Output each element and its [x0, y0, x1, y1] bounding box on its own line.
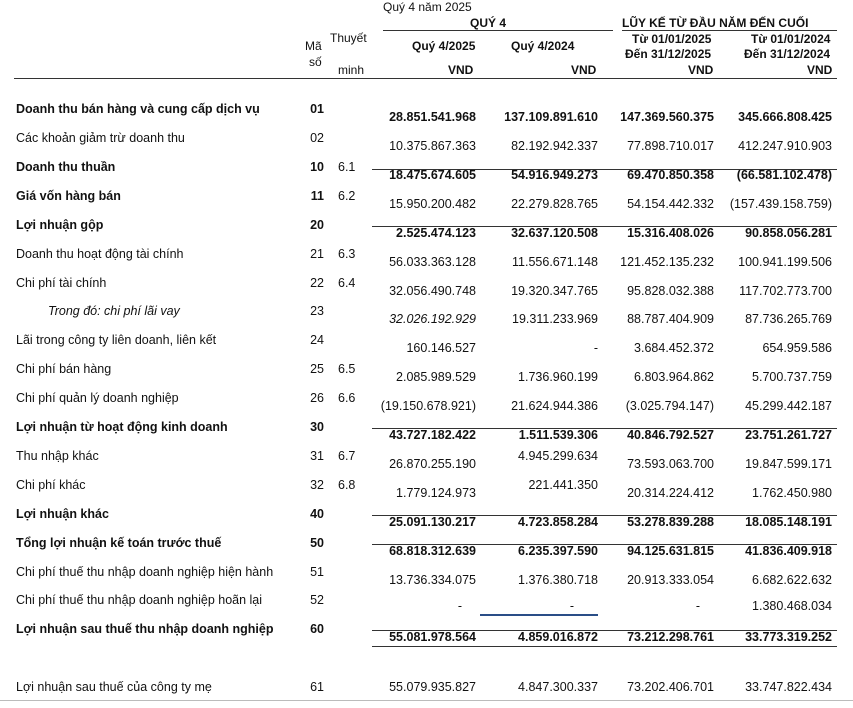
value-q4-2024: 1.736.960.199: [518, 370, 598, 384]
currency-col1: VND: [448, 63, 474, 77]
value-ytd-2024: 100.941.199.506: [738, 255, 832, 269]
table-row: [0, 131, 853, 159]
row-label: Chi phí khác: [16, 478, 86, 492]
quarter-group-header: QUÝ 4: [470, 16, 507, 30]
row-label: Doanh thu hoạt động tài chính: [16, 247, 184, 261]
row-label: Lợi nhuận từ hoạt động kinh doanh: [16, 420, 228, 434]
table-row: [0, 218, 853, 246]
row-label: Lợi nhuận gộp: [16, 218, 104, 232]
row-label: Lợi nhuận khác: [16, 507, 109, 521]
row-code: 11: [310, 189, 324, 203]
subtotal-rule-bottom: [372, 646, 837, 647]
code-column-header-line1: Mã: [305, 39, 322, 53]
value-ytd-2024: 45.299.442.187: [745, 399, 832, 413]
row-code: 40: [310, 507, 324, 521]
value-q4-2024: 82.192.942.337: [511, 139, 598, 153]
value-q4-2025: 55.081.978.564: [389, 630, 476, 644]
table-row: [0, 189, 853, 217]
row-code: 30: [310, 420, 324, 434]
value-ytd-2024: 19.847.599.171: [745, 457, 832, 471]
row-note: 6.1: [338, 160, 356, 174]
value-q4-2025: 43.727.182.422: [389, 428, 476, 442]
value-q4-2025: 25.091.130.217: [389, 515, 476, 529]
value-ytd-2025: 69.470.850.358: [627, 168, 714, 182]
table-row: [0, 680, 853, 708]
row-label: Chi phí tài chính: [16, 276, 107, 290]
value-q4-2024: 19.320.347.765: [511, 284, 598, 298]
row-note: 6.8: [338, 478, 356, 492]
table-row: [0, 565, 853, 593]
col-q4-2025-title: Quý 4/2025: [412, 39, 476, 53]
col-ytd-2024-line2: Đến 31/12/2024: [744, 47, 831, 61]
note-column-header-line2: minh: [338, 63, 365, 77]
row-code: 01: [310, 102, 324, 116]
row-code: 02: [310, 131, 324, 145]
row-code: 23: [310, 304, 324, 318]
row-code: 21: [310, 247, 324, 261]
value-q4-2025: (19.150.678.921): [380, 399, 476, 413]
table-row: [0, 362, 853, 390]
value-ytd-2025: 53.278.839.288: [627, 515, 714, 529]
report-period-caption: Quý 4 năm 2025: [383, 0, 472, 14]
value-q4-2024: -: [569, 599, 574, 613]
value-ytd-2025: 20.913.333.054: [627, 573, 714, 587]
row-code: 20: [310, 218, 324, 232]
col-ytd-2024-line1: Từ 01/01/2024: [751, 32, 831, 46]
row-label: Trong đó: chi phí lãi vay: [48, 304, 180, 318]
value-q4-2025: 68.818.312.639: [389, 544, 476, 558]
row-note: 6.4: [338, 276, 356, 290]
value-q4-2025: 18.475.674.605: [389, 168, 476, 182]
value-ytd-2024: 33.773.319.252: [745, 630, 832, 644]
header-rule-quarter: [383, 30, 613, 31]
value-q4-2024: -: [593, 341, 598, 355]
table-row: [0, 304, 853, 332]
row-code: 31: [310, 449, 324, 463]
value-q4-2025: 2.085.989.529: [396, 370, 476, 384]
row-label: Lợi nhuận sau thuế của công ty mẹ: [16, 680, 212, 694]
currency-col3: VND: [688, 63, 714, 77]
row-label: Lãi trong công ty liên doanh, liên kết: [16, 333, 217, 347]
table-row: [0, 420, 853, 448]
value-ytd-2024: 1.762.450.980: [752, 486, 832, 500]
row-code: 50: [310, 536, 324, 550]
value-ytd-2024: (66.581.102.478): [736, 168, 832, 182]
value-q4-2024: 11.556.671.148: [512, 255, 598, 269]
row-label: Lợi nhuận sau thuế thu nhập doanh nghiệp: [16, 622, 274, 636]
value-ytd-2024: 90.858.056.281: [745, 226, 832, 240]
value-q4-2025: 55.079.935.827: [389, 680, 476, 694]
value-ytd-2025: 73.212.298.761: [627, 630, 714, 644]
table-row: [0, 593, 853, 621]
table-row: [0, 102, 853, 130]
row-code: 61: [310, 680, 324, 694]
subtotal-rule: [372, 544, 837, 545]
row-code: 32: [310, 478, 324, 492]
subtotal-rule: [372, 630, 837, 631]
value-q4-2025: 32.056.490.748: [389, 284, 476, 298]
value-q4-2025: 13.736.334.075: [389, 573, 476, 587]
value-q4-2024: 19.311.233.969: [512, 312, 598, 326]
value-ytd-2024: 412.247.910.903: [738, 139, 832, 153]
header-bottom-rule: [14, 78, 837, 79]
table-row: [0, 449, 853, 477]
value-ytd-2025: 73.593.063.700: [627, 457, 714, 471]
value-q4-2025: 1.779.124.973: [396, 486, 476, 500]
code-column-header-line2: số: [309, 55, 322, 69]
subtotal-rule: [372, 428, 837, 429]
row-code: 51: [310, 565, 324, 579]
value-q4-2024: 137.109.891.610: [504, 110, 598, 124]
header-rule-ytd: [622, 30, 837, 31]
value-q4-2024: 4.945.299.634: [518, 449, 598, 463]
value-ytd-2025: 121.452.135.232: [620, 255, 714, 269]
row-label: Chi phí thuế thu nhập doanh nghiệp hiện hành: [16, 565, 274, 579]
row-code: 60: [310, 622, 324, 636]
value-q4-2025: 56.033.363.128: [389, 255, 476, 269]
value-q4-2025: 10.375.867.363: [389, 139, 476, 153]
row-label: Tổng lợi nhuận kế toán trước thuế: [16, 536, 222, 550]
value-q4-2024: 4.723.858.284: [518, 515, 598, 529]
value-ytd-2024: 6.682.622.632: [752, 573, 832, 587]
value-q4-2024: 1.511.539.306: [518, 428, 598, 442]
row-label: Chi phí thuế thu nhập doanh nghiệp hoãn lại: [16, 593, 263, 607]
row-label: Doanh thu thuần: [16, 160, 116, 174]
value-ytd-2025: (3.025.794.147): [625, 399, 714, 413]
table-row: [0, 247, 853, 275]
value-ytd-2024: 18.085.148.191: [745, 515, 832, 529]
value-q4-2025: 160.146.527: [406, 341, 476, 355]
row-label: Chi phí bán hàng: [16, 362, 112, 376]
value-ytd-2025: 94.125.631.815: [627, 544, 714, 558]
row-label: Các khoản giảm trừ doanh thu: [16, 131, 185, 145]
value-ytd-2025: 73.202.406.701: [627, 680, 714, 694]
ytd-group-header: LŨY KẾ TỪ ĐẦU NĂM ĐẾN CUỐI: [622, 16, 809, 30]
value-ytd-2024: 33.747.822.434: [745, 680, 832, 694]
col-ytd-2025-line2: Đến 31/12/2025: [625, 47, 712, 61]
table-row: [0, 276, 853, 304]
col-q4-2024-title: Quý 4/2024: [511, 39, 575, 53]
value-q4-2024: 6.235.397.590: [518, 544, 598, 558]
value-ytd-2024: 117.702.773.700: [739, 284, 832, 298]
row-note: 6.7: [338, 449, 356, 463]
table-row: [0, 160, 853, 188]
table-row: [0, 536, 853, 564]
value-q4-2025: 2.525.474.123: [396, 226, 476, 240]
value-q4-2024: 4.859.016.872: [518, 630, 598, 644]
currency-col2: VND: [571, 63, 597, 77]
currency-col4: VND: [807, 63, 833, 77]
subtotal-rule: [372, 515, 837, 516]
row-note: 6.5: [338, 362, 356, 376]
value-q4-2024: 54.916.949.273: [511, 168, 598, 182]
row-code: 22: [310, 276, 324, 290]
page-bottom-rule: [0, 700, 853, 701]
row-code: 26: [310, 391, 324, 405]
value-ytd-2025: 88.787.404.909: [627, 312, 714, 326]
table-row: [0, 333, 853, 361]
value-ytd-2025: 40.846.792.527: [627, 428, 714, 442]
row-code: 52: [310, 593, 324, 607]
table-row: [0, 478, 853, 506]
table-row: [0, 507, 853, 535]
value-ytd-2024: 654.959.586: [762, 341, 832, 355]
value-q4-2024: 221.441.350: [528, 478, 598, 492]
highlight-rule: [480, 614, 598, 616]
value-q4-2025: 32.026.192.929: [389, 312, 476, 326]
value-q4-2024: 21.624.944.386: [511, 399, 598, 413]
value-ytd-2024: 87.736.265.769: [745, 312, 832, 326]
row-code: 10: [310, 160, 324, 174]
value-q4-2025: -: [457, 599, 462, 613]
row-code: 25: [310, 362, 324, 376]
row-label: Chi phí quản lý doanh nghiệp: [16, 391, 179, 405]
value-q4-2024: 32.637.120.508: [511, 226, 598, 240]
value-ytd-2024: 5.700.737.759: [752, 370, 832, 384]
value-ytd-2025: 54.154.442.332: [627, 197, 714, 211]
value-q4-2025: 15.950.200.482: [389, 197, 476, 211]
value-ytd-2024: 1.380.468.034: [752, 599, 832, 613]
row-label: Thu nhập khác: [16, 449, 99, 463]
row-label: Doanh thu bán hàng và cung cấp dịch vụ: [16, 102, 260, 116]
value-ytd-2025: 15.316.408.026: [627, 226, 714, 240]
value-ytd-2025: -: [695, 599, 700, 613]
row-label: Giá vốn hàng bán: [16, 189, 121, 203]
value-ytd-2025: 20.314.224.412: [627, 486, 714, 500]
table-row: [0, 391, 853, 419]
row-note: 6.2: [338, 189, 356, 203]
row-code: 24: [310, 333, 324, 347]
note-column-header-line1: Thuyết: [330, 31, 367, 45]
value-ytd-2025: 6.803.964.862: [634, 370, 714, 384]
row-note: 6.6: [338, 391, 356, 405]
value-ytd-2024: 345.666.808.425: [738, 110, 832, 124]
value-q4-2024: 22.279.828.765: [511, 197, 598, 211]
value-ytd-2025: 3.684.452.372: [634, 341, 714, 355]
value-q4-2024: 4.847.300.337: [518, 680, 598, 694]
value-ytd-2025: 147.369.560.375: [620, 110, 714, 124]
col-ytd-2025-line1: Từ 01/01/2025: [632, 32, 712, 46]
subtotal-rule: [372, 226, 837, 227]
value-ytd-2024: 41.836.409.918: [745, 544, 832, 558]
row-note: 6.3: [338, 247, 356, 261]
value-q4-2025: 26.870.255.190: [389, 457, 476, 471]
subtotal-rule: [372, 169, 837, 170]
value-ytd-2025: 95.828.032.388: [627, 284, 714, 298]
value-q4-2025: 28.851.541.968: [389, 110, 476, 124]
value-ytd-2025: 77.898.710.017: [627, 139, 714, 153]
value-ytd-2024: 23.751.261.727: [745, 428, 832, 442]
value-ytd-2024: (157.439.158.759): [729, 197, 832, 211]
value-q4-2024: 1.376.380.718: [518, 573, 598, 587]
